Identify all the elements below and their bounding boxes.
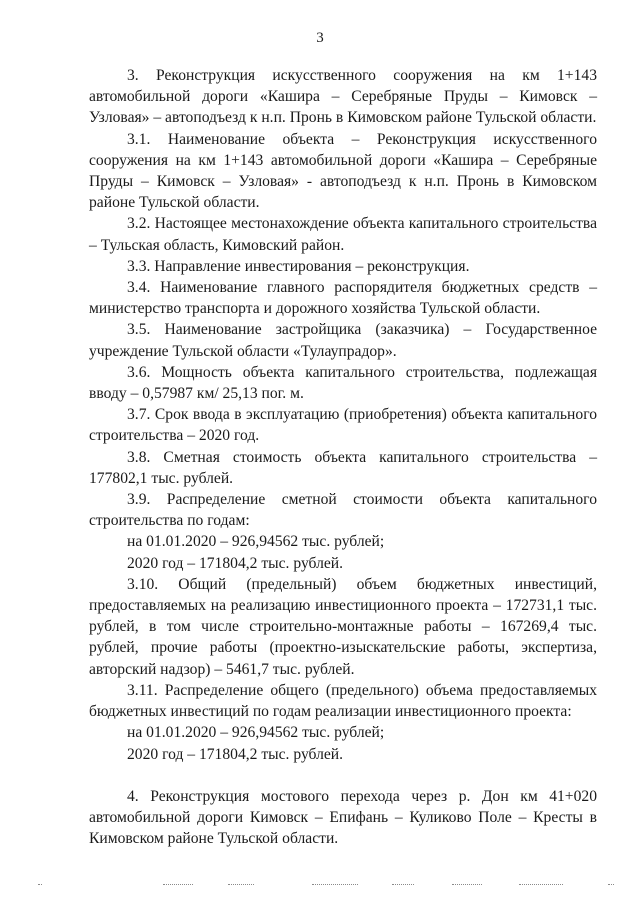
scan-mark [312, 884, 358, 886]
scan-mark [452, 884, 482, 886]
paragraph-3: 3. Реконструкция искусственного сооружения на км 1+143 автомобильной дороги «Кашира – Серебряные Пруды – Кимовск – Узловая» – автоподъезд к н.п. Пронь в Кимовском районе Тульской области. [89, 67, 597, 127]
scan-mark [163, 884, 193, 886]
scan-mark [608, 884, 614, 886]
paragraph-3-9-line-1: на 01.01.2020 – 926,94562 тыс. рублей; [127, 533, 385, 551]
paragraph-3-11: 3.11. Распределение общего (предельного) объема предоставляемых бюджетных инвестиций по годам реализации инвестиционного проекта: [89, 681, 597, 721]
paragraph-3-11-line-1: на 01.01.2020 – 926,94562 тыс. рублей; [127, 724, 385, 742]
paragraph-3-10: 3.10. Общий (предельный) объем бюджетных инвестиций, предоставляемых на реализацию инвестиционного проекта – 172731,1 тыс. рублей, в том числе строительно-монтажные работы – 167269,4 тыс. рублей, прочие работы (проектно-изыскательские работы, экспертиза, авторский надзор) – 5461,7 тыс. рублей. [89, 575, 597, 678]
paragraph-3-6: 3.6. Мощность объекта капитального строительства, подлежащая вводу – 0,57987 км/ 25,13 пог. м. [89, 363, 597, 403]
paragraph-3-9-line-2: 2020 год – 171804,2 тыс. рублей. [127, 554, 344, 572]
scan-mark [519, 884, 563, 886]
paragraph-3-4: 3.4. Наименование главного распорядителя бюджетных средств – министерство транспорта и дорожного хозяйства Тульской области. [89, 279, 597, 318]
paragraph-3-7: 3.7. Срок ввода в эксплуатацию (приобретения) объекта капитального строительства – 2020 год. [89, 406, 597, 445]
scan-mark [228, 884, 254, 886]
scan-mark [392, 884, 414, 886]
page-number: 3 [316, 30, 324, 46]
paragraph-3-8: 3.8. Сметная стоимость объекта капитального строительства – 177802,1 тыс. рублей. [89, 448, 597, 487]
scan-mark [38, 884, 42, 886]
document-body [89, 65, 597, 849]
paragraph-3-1: 3.1. Наименование объекта – Реконструкция искусственного сооружения на км 1+143 автомобильной дороги «Кашира – Серебряные Пруды – Кимовск – Узловая» - автоподъезд к н.п. Пронь в Кимовском районе Тульской области. [89, 130, 597, 212]
scan-artifact-marks [0, 884, 640, 890]
paragraph-3-9: 3.9. Распределение сметной стоимости объекта капитального строительства по годам: [89, 491, 597, 530]
paragraph-3-5: 3.5. Наименование застройщика (заказчика) – Государственное учреждение Тульской области «Тулаупрадор». [89, 321, 597, 360]
paragraph-3-11-line-2: 2020 год – 171804,2 тыс. рублей. [127, 745, 344, 763]
paragraph-3-2: 3.2. Настоящее местонахождение объекта капитального строительства – Тульская область, Кимовский район. [89, 215, 597, 254]
paragraph-3-3: 3.3. Направление инвестирования – реконструкция. [127, 257, 470, 275]
section-gap [89, 765, 597, 786]
paragraph-4: 4. Реконструкция мостового перехода через р. Дон км 41+020 автомобильной дороги Кимовск – Епифань – Куликово Поле – Кресты в Кимовском районе Тульской области. [89, 787, 597, 848]
